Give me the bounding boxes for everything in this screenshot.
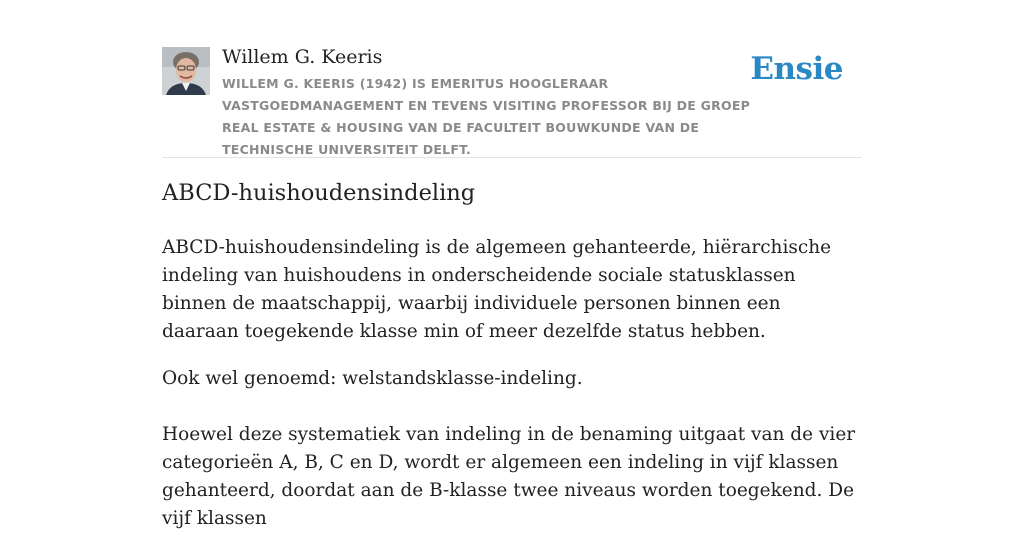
ensie-logo[interactable]: Ensie [750, 51, 843, 87]
article-paragraph-2: Ook wel genoemd: welstandsklasse-indeling. [162, 368, 583, 389]
author-header [162, 46, 862, 158]
author-name[interactable]: Willem G. Keeris [222, 46, 383, 68]
article-body [162, 234, 862, 552]
author-bio: WILLEM G. KEERIS (1942) IS EMERITUS HOOGLERAAR VASTGOEDMANAGEMENT EN TEVENS VISITING PROFESSOR BIJ DE GROEP REAL ESTATE & HOUSING VAN DE FACULTEIT BOUWKUNDE VAN DE TECHNISCHE UNIVERSITEIT DELFT. [222, 76, 751, 157]
article-paragraph-1: ABCD-huishoudensindeling is de algemeen gehanteerde, hiërarchische indeling van huishoudens in onderscheidende sociale statusklassen binnen de maatschappij, waarbij individuele personen binnen een daaraan toegekende klasse min of meer dezelfde status hebben. [162, 237, 832, 342]
author-avatar[interactable] [162, 47, 210, 95]
header-divider [162, 157, 862, 158]
article-paragraph-3: Hoewel deze systematiek van indeling in de benaming uitgaat van de vier categorieën A, B, C en D, wordt er algemeen een indeling in vijf klassen gehanteerd, doordat aan de B-klasse twee niveaus worden toegekend. De vijf klassen [162, 424, 856, 529]
avatar-portrait-icon [162, 47, 210, 95]
article-title: ABCD-huishoudensindeling [162, 180, 476, 206]
